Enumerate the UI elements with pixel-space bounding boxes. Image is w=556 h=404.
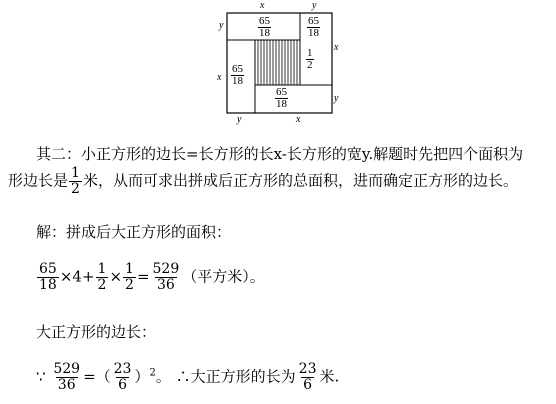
eq2-eq-open: =（ [83, 367, 111, 386]
eq1-times4: ×4+ [59, 267, 95, 286]
eq2-therefore: ∴大正方形的长为 [175, 367, 296, 386]
para1-line1: 其二：小正方形的边长=长方形的长x-长方形的宽y.解题时先把四个面积为 [36, 145, 524, 163]
eq1-frac-half-a: $\frac{1}{2}$ [97, 261, 107, 293]
solution-label: 解：拼成后大正方形的面积： [36, 223, 232, 241]
eq2-close: ） [134, 367, 150, 386]
label-bottom-y: y [237, 114, 242, 125]
label-right-y: y [334, 93, 339, 104]
para1-line2-end: 米，从而可求出拼成后正方形的总面积，进而确定正方形的边长。 [82, 171, 518, 190]
eq1-equals: = [136, 267, 150, 286]
eq1-frac-65-18: $\frac{65}{18}$ [39, 261, 57, 293]
label-bottom-x: x [296, 114, 301, 125]
area-right: $\frac{65}{18}$ [308, 15, 319, 39]
square-diagram [200, 0, 360, 125]
eq1-unit: （平方米）。 [182, 267, 265, 286]
eq2-because: ∵ [36, 367, 46, 386]
eq1-frac-half-b: $\frac{1}{2}$ [125, 261, 134, 293]
para1-line2 [8, 166, 518, 197]
center-square-hatching [258, 40, 297, 85]
label-top-x: x [260, 0, 265, 11]
eq1-frac-result: $\frac{529}{36}$ [152, 261, 180, 293]
equation-side [36, 362, 339, 393]
eq1-times: × [109, 267, 123, 286]
eq2-dot: 。 [155, 367, 171, 386]
side-label: 大正方形的边长： [36, 323, 157, 341]
area-left: $\frac{65}{18}$ [232, 63, 243, 87]
eq2-frac-529-36: $\frac{529}{36}$ [53, 361, 81, 393]
area-top: $\frac{65}{18}$ [259, 15, 270, 39]
area-center: $\frac{1}{2}$ [307, 47, 313, 71]
label-top-y: y [312, 0, 317, 11]
eq2-superscript: 2 [149, 367, 156, 379]
eq2-end: 米. [319, 367, 340, 386]
eq2-frac-answer: $\frac{23}{6}$ [298, 361, 317, 393]
para1-line2-start: 形边长是 [8, 171, 69, 190]
eq2-frac-23-6: $\frac{23}{6}$ [113, 361, 132, 393]
equation-area [36, 262, 265, 293]
para1-fraction: $\frac{1}{2}$ [71, 165, 80, 197]
area-bottom: $\frac{65}{18}$ [276, 86, 287, 110]
label-left-y: y [219, 20, 224, 31]
label-right-x: x [334, 42, 339, 53]
label-left-x: x [217, 72, 222, 83]
